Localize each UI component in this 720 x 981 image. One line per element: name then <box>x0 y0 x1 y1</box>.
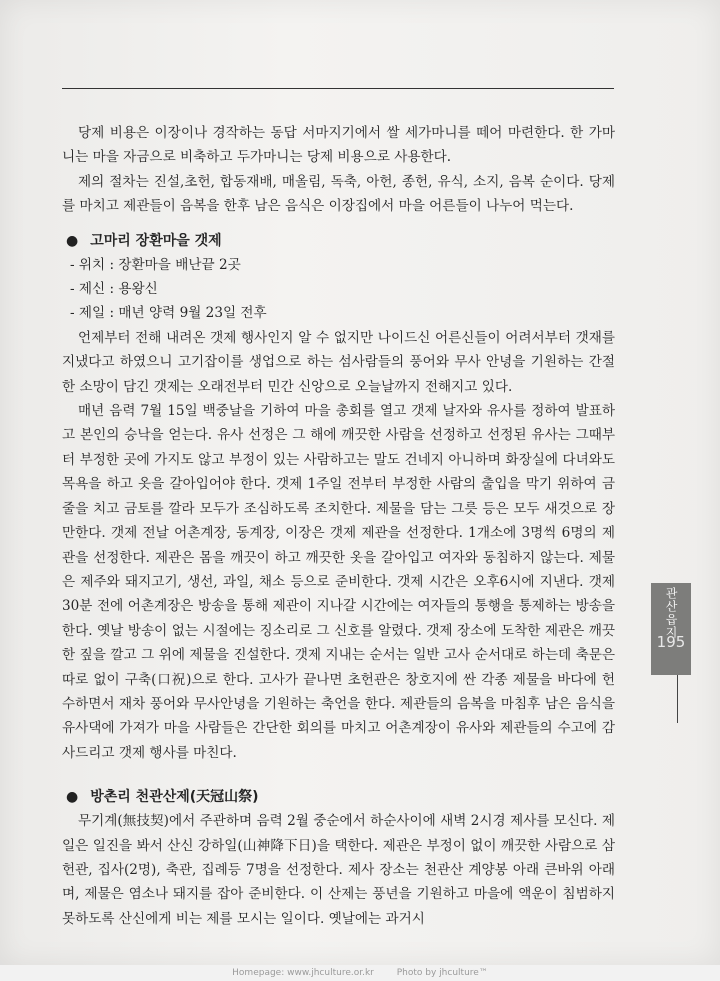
footer-homepage: Homepage: www.jhculture.or.kr <box>232 968 374 978</box>
intro-paragraph: 제의 절차는 진설,초헌, 합동재배, 매올림, 독축, 아헌, 종헌, 유식, 소지, 음복 순이다. 당제를 마치고 제관들이 음복을 한후 남은 음식은 이장집에서 마을 어른들이 나누어 먹는다. <box>62 173 615 215</box>
side-rule <box>677 675 678 723</box>
section-heading-1 <box>62 229 615 253</box>
section2-paragraph: 무기계(無技契)에서 주관하며 음력 2월 중순에서 하순사이에 새벽 2시경 제사를 모신다. 제일은 일진을 봐서 산신 강하일(山神降下日)을 택한다. 제관은 부정이 없이 깨끗한 사람으로 삼헌관, 집사(2명), 축관, 집례등 7명을 선정한다. 제사 장소는 천관산 계양봉 아래 큰바위 아래며, 제물은 염소나 돼지를 잡아 준비한다. 이 산제는 풍년을 기원하고 마을에 액운이 침범하지 못하도록 산신에게 비는 제를 모시는 일이다. 옛날에는 과거시 <box>62 813 615 927</box>
list-item-deity: - 제신 : 용왕신 <box>70 281 158 298</box>
page-number: 195 <box>656 633 686 651</box>
section1-paragraph: 언제부터 전해 내려온 갯제 행사인지 알 수 없지만 나이드신 어른신들이 어려서부터 갯재를 지냈다고 하였으니 고기잡이를 생업으로 하는 섬사람들의 풍어와 무사 안녕을 기원하는 간절한 소망이 담긴 갯제는 오래전부터 민간 신앙으로 오늘날까지 전해지고 있다. <box>62 329 615 395</box>
bullet-icon: ● <box>66 232 79 249</box>
bullet-icon: ● <box>66 789 79 806</box>
section-heading-text: 고마리 장환마을 갯제 <box>90 232 222 249</box>
body-text <box>62 121 615 931</box>
header-rule <box>62 88 614 89</box>
chapter-label: 관산읍지 <box>664 587 678 639</box>
section-heading-text: 방촌리 천관산제(天冠山祭) <box>90 789 259 806</box>
section-heading-2 <box>62 785 615 809</box>
intro-paragraph: 당제 비용은 이장이나 경작하는 동답 서마지기에서 쌀 세가마니를 떼어 마련한다. 한 가마니는 마을 자금으로 비축하고 두가마니는 당제 비용으로 사용한다. <box>62 125 615 166</box>
list-item-location: - 위치 : 장환마을 배난끝 2곳 <box>70 256 241 273</box>
side-chapter-tab <box>651 583 691 675</box>
section1-paragraph: 매년 음력 7월 15일 백중날을 기하여 마을 총회를 열고 갯제 날자와 유사를 정하여 발표하고 본인의 승낙을 얻는다. 유사 선정은 그 해에 깨끗한 사람을 선정하고 선정된 유사는 그때부터 부정한 곳에 가지도 않고 부정이 있는 사람하고는 말도 건네지 아니하며 화장실에 다녀와도 목욕을 하고 옷을 갈아입어야 한다. 갯제 1주일 전부터 부정한 사람의 출입을 막기 위하여 금줄을 치고 금토를 깔라 모두가 조심하도록 조치한다. 제물을 담는 그릇 등은 모두 새것으로 장만한다. 갯제 전날 어촌계장, 동계장, 이장은 갯제 제관을 선정한다. 1개소에 3명씩 6명의 제관을 선정한다. 제관은 몸을 깨끗이 하고 깨끗한 옷을 갈아입고 여자와 동침하지 않는다. 제물은 제주와 돼지고기, 생선, 과일, 채소 등으로 준비한다. 갯제 시간은 오후6시에 지낸다. 갯제 30분 전에 어촌계장은 방송을 통해 제관이 지나갈 시간에는 여자들의 통행을 통제하는 방송을 한다. 옛날 방송이 없는 시절에는 징소리로 그 신호를 알렸다. 갯제 장소에 도착한 제관은 깨끗한 짚을 깔고 그 위에 제물을 진설한다. 갯제 지내는 순서는 일반 고사 순서대로 하는데 축문은 따로 없이 구축(口祝)으로 한다. 고사가 끝나면 초헌관은 창호지에 싼 각종 제물을 바다에 헌수하면서 재차 풍어와 무사안녕을 기원하는 축언을 한다. 제관들의 음복을 마침후 남은 음식을 유사댁에 가져가 마을 사람들은 간단한 회의를 마치고 어촌계장이 유사와 제관들의 수고에 감사드리고 갯제 행사를 마친다. <box>62 403 615 761</box>
footer <box>0 965 720 981</box>
list-item-date: - 제일 : 매년 양력 9월 23일 전후 <box>70 305 267 322</box>
footer-photo-credit: Photo by jhculture™ <box>396 968 488 978</box>
